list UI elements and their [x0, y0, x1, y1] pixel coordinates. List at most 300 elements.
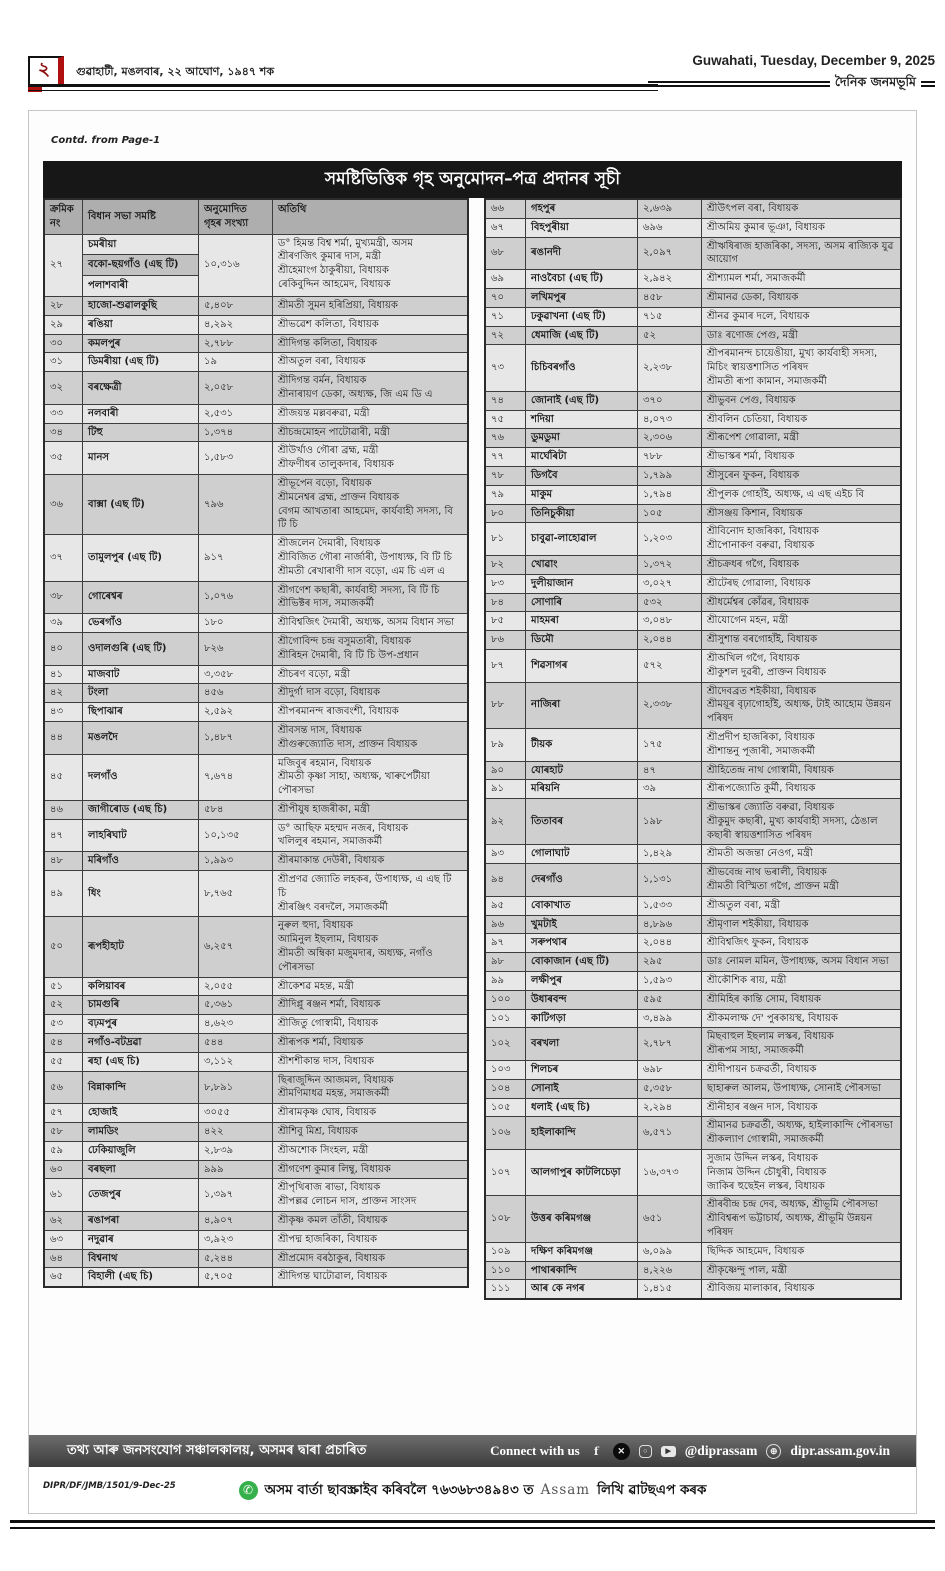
- constituency-name: কাটিগড়া: [526, 1010, 638, 1029]
- serial-number: ২৭: [45, 235, 83, 297]
- guest-line: শ্ৰীৰূপেশ গোৱালা, মন্ত্ৰী: [707, 432, 799, 444]
- table-row: [45, 1123, 467, 1142]
- guest-line: শ্ৰীদেবব্ৰত শইকীয়া, বিধায়ক: [707, 685, 816, 697]
- instagram-icon: ○: [639, 1445, 652, 1458]
- serial-number: ৯১: [486, 780, 526, 799]
- guest-list: [702, 612, 900, 631]
- guest-list: [702, 505, 900, 524]
- guest-list: [273, 424, 467, 443]
- guest-line: ডাঃ নোমল মমিন, উপাধ্যক্ষ, অসম বিধান সভা: [707, 956, 889, 968]
- guest-line: শ্ৰীৰমাকান্ত দেউৰী, বিধায়ক: [278, 855, 385, 867]
- guest-line: শ্ৰীমানৱ চক্ৰৱৰ্তী, অধ্যক্ষ, হাইলাকান্দি পৌৰসভা: [707, 1120, 893, 1132]
- guest-list: [273, 1231, 467, 1250]
- guest-line: শ্ৰীময়ূৰ বৃঢ়াগোহাঁই, অধ্যক্ষ, টাই আহোম উন্নয়ন পৰিষদ: [707, 699, 892, 725]
- table-row: [486, 631, 900, 650]
- english-dateline: Guwahati, Tuesday, December 9, 2025: [692, 53, 935, 68]
- constituency-name: তিনিচুকীয়া: [526, 505, 638, 524]
- guest-list: [702, 1280, 900, 1298]
- constituency-name: শদিয়া: [526, 411, 638, 430]
- approved-house-count: ২,২৯৪: [638, 1099, 702, 1118]
- serial-number: ৪৩: [45, 703, 83, 722]
- guest-line: জাকিৰ হুছেইন লস্কৰ, বিধায়ক: [707, 1180, 825, 1192]
- constituency-name: গহপুৰ: [526, 200, 638, 219]
- constituency-name: ভেৰগাঁও: [83, 614, 199, 633]
- guest-list: [702, 1028, 900, 1061]
- constituency-name: নলবাৰী: [83, 405, 199, 424]
- table-row: [45, 582, 467, 615]
- constituency-name: ছিপাঝাৰ: [83, 703, 199, 722]
- approved-house-count: ৫,৩৫৮: [638, 1080, 702, 1099]
- approved-house-count: ৬৯৮: [638, 1061, 702, 1080]
- constituency-name: সোনাই: [526, 1080, 638, 1099]
- constituency-name: কমলপুৰ: [83, 335, 199, 354]
- facebook-icon: f: [593, 1444, 599, 1458]
- guest-line: শ্ৰীদুৰ্গা দাস বড়ো, বিধায়ক: [278, 687, 381, 699]
- whatsapp-keyword: Assam: [540, 1482, 591, 1498]
- table-row: [486, 729, 900, 762]
- table-row: [486, 934, 900, 953]
- serial-number: ৬০: [45, 1161, 83, 1180]
- approved-house-count: ১৭৫: [638, 729, 702, 762]
- table-row: [45, 405, 467, 424]
- approved-house-count: ২,০৪৪: [638, 631, 702, 650]
- serial-number: ৬৯: [486, 270, 526, 289]
- website-url: dipr.assam.gov.in: [790, 1443, 890, 1458]
- guest-line: শ্ৰীনৱ কুমাৰ দলে, বিধায়ক: [707, 310, 810, 322]
- serial-number: ৫০: [45, 917, 83, 977]
- constituency-name: ডিমৌ: [526, 631, 638, 650]
- approved-house-count: ১,৯৯৩: [199, 852, 273, 871]
- constituency-name: দুলীয়াজান: [526, 575, 638, 594]
- guest-line: শ্ৰীচক্ৰধৰ গগৈ, বিধায়ক: [707, 558, 800, 570]
- table-row: [486, 429, 900, 448]
- table-row: [45, 852, 467, 871]
- table-row: [45, 442, 467, 475]
- guest-list: [273, 405, 467, 424]
- guest-list: [273, 1104, 467, 1123]
- masthead-rule-short: [921, 81, 935, 87]
- guest-line: শ্ৰীযোগেন মহন, মন্ত্ৰী: [707, 615, 789, 627]
- serial-number: ৩৭: [45, 535, 83, 581]
- page-number-box: [28, 56, 64, 86]
- table-row: [45, 1015, 467, 1034]
- guest-line: শ্ৰীনীহাৰ ৰঞ্জন দাস, বিধায়ক: [707, 1101, 818, 1113]
- guest-line: শ্ৰীৰামকৃষ্ণ ঘোষ, বিধায়ক: [278, 1107, 377, 1119]
- guest-list: [273, 978, 467, 997]
- guest-line: শ্ৰীমণিমাধৱ মহন্ত, সমাজকৰ্মী: [278, 1088, 390, 1100]
- serial-number: ৫৩: [45, 1015, 83, 1034]
- constituency-name: চামগুৰি: [83, 996, 199, 1015]
- guest-list: [702, 1262, 900, 1281]
- approved-house-count: ৩৭০: [638, 392, 702, 411]
- document-title-bar: [43, 161, 902, 198]
- guest-line: শ্ৰীৰণজিৎ কুমাৰ দাস, মন্ত্ৰী: [278, 251, 382, 263]
- guest-list: [702, 467, 900, 486]
- guest-list: [702, 991, 900, 1010]
- guest-line: শ্ৰীশশীকান্ত দাস, বিধায়ক: [278, 1055, 374, 1067]
- serial-number: ৫৫: [45, 1053, 83, 1072]
- guest-line: শ্ৰীঅমিয় কুমাৰ ভূঞা, বিধায়ক: [707, 221, 825, 233]
- guest-line: শ্ৰীবিশ্বজিৎ ফুকন, বিধায়ক: [707, 937, 809, 949]
- table-row: [486, 556, 900, 575]
- approved-house-count: ৮,৭৬৫: [199, 871, 273, 917]
- guest-line: শ্ৰীমানৱ ডেকা, বিধায়ক: [707, 291, 799, 303]
- serial-number: ১১০: [486, 1262, 526, 1281]
- guest-list: [702, 345, 900, 391]
- column-header: অতিথি: [273, 200, 467, 235]
- approved-house-count: ১,৪৮৭: [199, 722, 273, 755]
- approved-house-count: ২,০৫৫: [199, 978, 273, 997]
- guest-list: [273, 1015, 467, 1034]
- approved-house-count: ৩৯: [638, 780, 702, 799]
- approved-house-count: ৫,৪০৮: [199, 297, 273, 316]
- serial-number: ২৯: [45, 316, 83, 335]
- guest-list: [702, 429, 900, 448]
- guest-line: শ্ৰীপোনাকণ বৰুৱা, বিধায়ক: [707, 540, 815, 552]
- serial-number: ৬৭: [486, 219, 526, 238]
- constituency-name: বিহপুৰীয়া: [526, 219, 638, 238]
- guest-list: [702, 308, 900, 327]
- approved-house-count: ৪,৯০৭: [199, 1212, 273, 1231]
- guest-line: শ্ৰীৰূপক শৰ্মা, বিধায়ক: [278, 1037, 364, 1049]
- approved-house-count: ১,০৭৬: [199, 582, 273, 615]
- guest-line: শ্ৰীশান্তনু পূজাৰী, সমাজকৰ্মী: [707, 745, 816, 757]
- table-row: [486, 1080, 900, 1099]
- constituency-name: ৰঙাপৰা: [83, 1212, 199, 1231]
- serial-number: ৯৭: [486, 934, 526, 953]
- whatsapp-icon: ✆: [239, 1481, 258, 1500]
- serial-number: ৩২: [45, 372, 83, 405]
- table-row: [45, 475, 467, 535]
- table-row: [45, 1161, 467, 1180]
- footer-connect: [490, 1443, 890, 1460]
- guest-list: [273, 755, 467, 801]
- bottom-rule: [10, 1520, 935, 1529]
- approved-house-count: ৬৫১: [638, 1196, 702, 1242]
- guest-list: [273, 1123, 467, 1142]
- guest-line: শ্ৰীবিজিত গৌৰা নাৰ্জাৰী, উপাধ্যক্ষ, বি টি চি: [278, 551, 452, 563]
- approved-house-count: ১,৪২৯: [638, 845, 702, 864]
- approved-house-count: ৩,৯২৩: [199, 1231, 273, 1250]
- guest-line: শ্ৰীবলিন চেতিয়া, বিধায়ক: [707, 413, 808, 425]
- guest-list: [702, 270, 900, 289]
- constituency-name: ধলাই (এছ চি): [526, 1099, 638, 1118]
- serial-number: ১০৮: [486, 1196, 526, 1242]
- approved-house-count: ৪,০৭৩: [638, 411, 702, 430]
- constituency-name: ৰঙানদী: [526, 238, 638, 271]
- approved-house-count: ৬,৫৭১: [638, 1117, 702, 1150]
- masthead-title: দৈনিক জনমভূমি: [834, 74, 916, 89]
- table-row: [45, 801, 467, 820]
- guest-list: [273, 1212, 467, 1231]
- serial-number: ৪৮: [45, 852, 83, 871]
- table-row: [486, 780, 900, 799]
- serial-number: ৯৮: [486, 953, 526, 972]
- guest-list: [702, 1080, 900, 1099]
- guest-list: [702, 780, 900, 799]
- serial-number: ৩০: [45, 335, 83, 354]
- table-row: [45, 633, 467, 666]
- approval-table-right: [484, 198, 902, 1300]
- constituency-name: ঢেকিয়াজুলি: [83, 1142, 199, 1161]
- table-row: [45, 1072, 467, 1105]
- guest-line: শ্ৰীদিপ্লু ৰঞ্জন শৰ্মা, বিধায়ক: [278, 999, 381, 1011]
- serial-number: ৩৩: [45, 405, 83, 424]
- document-title: সমষ্টিভিত্তিক গৃহ অনুমোদন–পত্ৰ প্ৰদানৰ সূচী: [324, 168, 621, 189]
- table-row: [486, 799, 900, 845]
- guest-line: শ্ৰীমনেশ্বৰ ব্ৰহ্ম, প্ৰাক্তন বিধায়ক: [278, 491, 400, 503]
- guest-line: শ্ৰীসঞ্জয় কিশান, বিধায়ক: [707, 507, 803, 519]
- table-row: [45, 1250, 467, 1269]
- constituency-name: ধিং: [83, 871, 199, 917]
- constituency-subitem: পলাশবাৰী: [88, 280, 129, 292]
- guest-line: শ্ৰীবিজয় মালাকাৰ, বিধায়ক: [707, 1283, 815, 1295]
- guest-list: [702, 650, 900, 683]
- table-row: [486, 1262, 900, 1281]
- constituency-name: বঢ়মপুৰ: [83, 1015, 199, 1034]
- guest-list: [273, 335, 467, 354]
- constituency-name: গোৰেশ্বৰ: [83, 582, 199, 615]
- guest-list: [273, 871, 467, 917]
- approved-house-count: ৪,২২৬: [638, 1262, 702, 1281]
- constituency-subitem: চমৰীয়া: [83, 235, 198, 256]
- approved-house-count: ৯৯৯: [199, 1161, 273, 1180]
- table-row: [486, 1150, 900, 1196]
- table-row: [486, 683, 900, 729]
- guest-line: শ্ৰীপদ্ম হাজৰিকা, বিধায়ক: [278, 1233, 378, 1245]
- guest-list: [273, 703, 467, 722]
- guest-line: আমিনুল ইছলাম, বিধায়ক: [278, 934, 379, 946]
- table-row: [45, 1268, 467, 1286]
- approved-house-count: ৩,১১২: [199, 1053, 273, 1072]
- guest-list: [273, 722, 467, 755]
- connect-label: Connect with us: [490, 1443, 580, 1458]
- guest-line: শ্ৰীজলেন দৈমাৰী, বিধায়ক: [278, 538, 381, 550]
- table-row: [45, 871, 467, 917]
- approved-house-count: ৫,২৪৪: [199, 1250, 273, 1269]
- serial-number: ৫৮: [45, 1123, 83, 1142]
- constituency-name: মানস: [83, 442, 199, 475]
- serial-number: ১০৯: [486, 1243, 526, 1262]
- table-row: [45, 684, 467, 703]
- page-number: ২: [37, 58, 51, 80]
- guest-list: [273, 820, 467, 853]
- constituency-name: টিহু: [83, 424, 199, 443]
- serial-number: ৯৩: [486, 845, 526, 864]
- guest-line: শ্ৰীদিগন্ত বৰ্মন, বিধায়ক: [278, 375, 367, 387]
- serial-number: ৮৭: [486, 650, 526, 683]
- constituency-name: সোণাৰি: [526, 594, 638, 613]
- table-row: [486, 762, 900, 781]
- guest-line: শ্ৰীমতী অম্বিকা মজুমদাৰ, অধ্যক্ষ, নগাঁও পৌৰসভা: [278, 948, 433, 973]
- guest-line: শ্ৰীপীযুষ হাজৰীকা, মন্ত্ৰী: [278, 803, 370, 815]
- masthead-rule: [648, 81, 830, 87]
- guest-list: [273, 1268, 467, 1286]
- guest-line: ড° হিমন্ত বিশ্ব শৰ্মা, মুখ্যমন্ত্ৰী, অসম: [278, 237, 413, 249]
- table-row: [45, 1034, 467, 1053]
- column-header: অনুমোদিত গৃহৰ সংখ্যা: [199, 200, 273, 235]
- guest-line: শ্ৰীমৃণাল শইকীয়া, বিধায়ক: [707, 918, 809, 930]
- guest-list: [273, 1161, 467, 1180]
- approved-house-count: ১,৫৮৩: [199, 442, 273, 475]
- approved-house-count: ৭,৬৭৪: [199, 755, 273, 801]
- approved-house-count: ৯১৭: [199, 535, 273, 581]
- approved-house-count: ৪৭: [638, 762, 702, 781]
- constituency-name: বোকাজান (এছ টি): [526, 953, 638, 972]
- table-row: [486, 448, 900, 467]
- guest-list: [273, 582, 467, 615]
- guest-line: শ্ৰীপ্ৰণৱ জ্যোতি লহকৰ, উপাধ্যক্ষ, এ এছ টি চি: [278, 874, 452, 899]
- guest-line: শ্ৰীবিশ্বৰূপ ভট্টাচাৰ্য, অধ্যক্ষ, শ্ৰীভূমি উন্নয়ন পৰিষদ: [707, 1213, 873, 1239]
- approved-house-count: ৪,৮৯৬: [638, 916, 702, 935]
- guest-list: [702, 289, 900, 308]
- serial-number: ৯২: [486, 799, 526, 845]
- guest-line: শ্ৰীভূপেন বড়ো, বিধায়ক: [278, 477, 372, 489]
- guest-list: [273, 442, 467, 475]
- approved-house-count: ৩,৪৯৯: [638, 1010, 702, 1029]
- serial-number: ২৮: [45, 297, 83, 316]
- guest-line: শ্ৰীভাস্কৰ জ্যোতি বৰুৱা, বিধায়ক: [707, 802, 835, 814]
- approved-house-count: ৪২২: [199, 1123, 273, 1142]
- constituency-subitem: বকো-ছয়গাঁও (এছ টি): [83, 255, 198, 276]
- approved-house-count: ৪৫৮: [638, 289, 702, 308]
- approved-house-count: ৮২৬: [199, 633, 273, 666]
- guest-line: শ্ৰীবিনোদ হাজৰিকা, বিধায়ক: [707, 526, 819, 538]
- guest-line: শ্ৰীধৰ্মেশ্বৰ কোঁৱৰ, বিধায়ক: [707, 596, 809, 608]
- serial-number: ৮৬: [486, 631, 526, 650]
- approved-house-count: ৫৯৫: [638, 991, 702, 1010]
- serial-number: ৪৫: [45, 755, 83, 801]
- serial-number: ৫৭: [45, 1104, 83, 1123]
- approved-house-count: ১৯৮: [638, 799, 702, 845]
- table-row: [486, 650, 900, 683]
- approved-house-count: ২৯৫: [638, 953, 702, 972]
- guest-line: শ্ৰীগণেশ কছাৰী, কাৰ্যবাহী সদস্য, বি টি চি: [278, 584, 440, 596]
- guest-line: নিজাম উদ্দিন চৌধুৰী, বিধায়ক: [707, 1166, 827, 1178]
- guest-line: শ্ৰীপল্লৱ লোচন দাস, প্ৰাক্তন সাংসদ: [278, 1196, 417, 1208]
- approved-house-count: ২,২৩৮: [638, 345, 702, 391]
- guest-line: শ্ৰীভাস্কৰ শৰ্মা, বিধায়ক: [707, 451, 795, 463]
- masthead-row: [648, 74, 935, 94]
- constituency-name: ডিগবৈ: [526, 467, 638, 486]
- column-header: বিধান সভা সমষ্টি: [83, 200, 199, 235]
- guest-list: [702, 972, 900, 991]
- table-row: [45, 917, 467, 977]
- guest-list: [702, 523, 900, 556]
- table-row: [486, 612, 900, 631]
- table-row: [45, 316, 467, 335]
- serial-number: ৯০: [486, 762, 526, 781]
- constituency-name: দেৰগাঁও: [526, 864, 638, 897]
- approved-house-count: ১৬,৩৭৩: [638, 1150, 702, 1196]
- guest-line: শ্ৰীসুশান্ত বৰগোহাঁই, বিধায়ক: [707, 634, 818, 646]
- guest-line: শ্ৰীঅতুল বৰা, মন্ত্ৰী: [707, 899, 781, 911]
- approved-house-count: ১,৫৯৩: [638, 972, 702, 991]
- constituency-name: শিৱসাগৰ: [526, 650, 638, 683]
- serial-number: ৪৯: [45, 871, 83, 917]
- serial-number: ৭১: [486, 308, 526, 327]
- serial-number: ১০২: [486, 1028, 526, 1061]
- table-row: [486, 467, 900, 486]
- serial-number: ৩৮: [45, 582, 83, 615]
- guest-line: শ্ৰীপৰমানন্দ চায়েঙীয়া, মুখ্য কাৰ্যবাহী সদস্য, মিচিং স্বায়ত্তশাসিত পৰিষদ: [707, 348, 878, 374]
- table-row: [486, 916, 900, 935]
- serial-number: ৩১: [45, 353, 83, 372]
- constituency-name: ধেমাজি (এছ টি): [526, 327, 638, 346]
- serial-number: ৭২: [486, 327, 526, 346]
- serial-number: ১০০: [486, 991, 526, 1010]
- serial-number: ৭৬: [486, 429, 526, 448]
- serial-number: ৬৫: [45, 1268, 83, 1286]
- guest-line: শ্ৰীউৎপল বৰা, বিধায়ক: [707, 203, 799, 214]
- guest-list: [702, 729, 900, 762]
- constituency-name: লখিমপুৰ: [526, 289, 638, 308]
- table-row: [45, 535, 467, 581]
- approved-house-count: ২,০৯৭: [638, 238, 702, 271]
- table-row: [45, 996, 467, 1015]
- continued-note: Contd. from Page-1: [51, 135, 161, 146]
- guest-line: শ্ৰীনাৰায়ণ ডেকা, অধ্যক্ষ, জি এম ডি এ: [278, 388, 433, 400]
- constituency-name: হাজো-শুৱালকুছি: [83, 297, 199, 316]
- constituency-name: দলগাঁও: [83, 755, 199, 801]
- table-row: [486, 505, 900, 524]
- guest-list: [273, 372, 467, 405]
- approved-house-count: ২,৭৮৮: [199, 335, 273, 354]
- constituency-name: [83, 235, 199, 297]
- youtube-icon: ▶: [661, 1446, 676, 1457]
- guest-list: [273, 996, 467, 1015]
- serial-number: ৮৩: [486, 575, 526, 594]
- guest-line: শ্ৰীমতী ৰেখাৰাণী দাস বড়ো, এম চি এল এ: [278, 565, 445, 577]
- serial-number: ৪০: [45, 633, 83, 666]
- constituency-name: নাজিৰা: [526, 683, 638, 729]
- table-row: [486, 345, 900, 391]
- serial-number: ৭৮: [486, 467, 526, 486]
- guest-line: শ্ৰীভুবন পেগু, বিধায়ক: [707, 394, 796, 406]
- serial-number: ৮১: [486, 523, 526, 556]
- footer-bar: [29, 1435, 916, 1467]
- guest-line: শ্ৰীগণেশ কুমাৰ লিম্বু, বিধায়ক: [278, 1163, 391, 1175]
- constituency-name: বিন্নাকান্দি: [83, 1072, 199, 1105]
- tables-wrapper: [43, 198, 902, 1434]
- constituency-name: জাগীৰোড (এছ চি): [83, 801, 199, 820]
- guest-line: শ্ৰীঅশোক সিংহল, মন্ত্ৰী: [278, 1144, 369, 1156]
- guest-line: শ্ৰীকুশল দুৱৰী, প্ৰাক্তন বিধায়ক: [707, 666, 826, 678]
- approved-house-count: ৩,০৪৮: [638, 612, 702, 631]
- approved-house-count: ২,০৫৮: [199, 372, 273, 405]
- guest-line: শ্ৰীৰঞ্জিৎ বৰদলৈ, সমাজকৰ্মী: [278, 901, 388, 913]
- table-row: [486, 411, 900, 430]
- guest-line: শ্ৰীমতী সুমন হৰিপ্ৰিয়া, বিধায়ক: [278, 299, 398, 311]
- guest-line: শ্ৰীমতী কৃষ্ণা সাহা, অধ্যক্ষ, খাৰুপেটীয়া পৌৰসভা: [278, 771, 430, 797]
- header-rule-left: [28, 84, 658, 91]
- serial-number: ৬৩: [45, 1231, 83, 1250]
- guest-line: শ্ৰীসুৰেন ফুকন, বিধায়ক: [707, 469, 800, 481]
- whatsapp-line: [239, 1479, 707, 1502]
- guest-list: [702, 762, 900, 781]
- constituency-name: খুমটাই: [526, 916, 638, 935]
- guest-line: শ্ৰীমতী বিস্মিতা গগৈ, প্ৰাক্তন মন্ত্ৰী: [707, 881, 839, 893]
- serial-number: ৯৬: [486, 916, 526, 935]
- guest-list: [702, 916, 900, 935]
- table-row: [45, 755, 467, 801]
- constituency-name: মৰিগাঁও: [83, 852, 199, 871]
- guest-list: [273, 917, 467, 977]
- constituency-name: মঙলদৈ: [83, 722, 199, 755]
- table-row: [486, 1099, 900, 1118]
- guest-list: [702, 1117, 900, 1150]
- table-row: [486, 1243, 900, 1262]
